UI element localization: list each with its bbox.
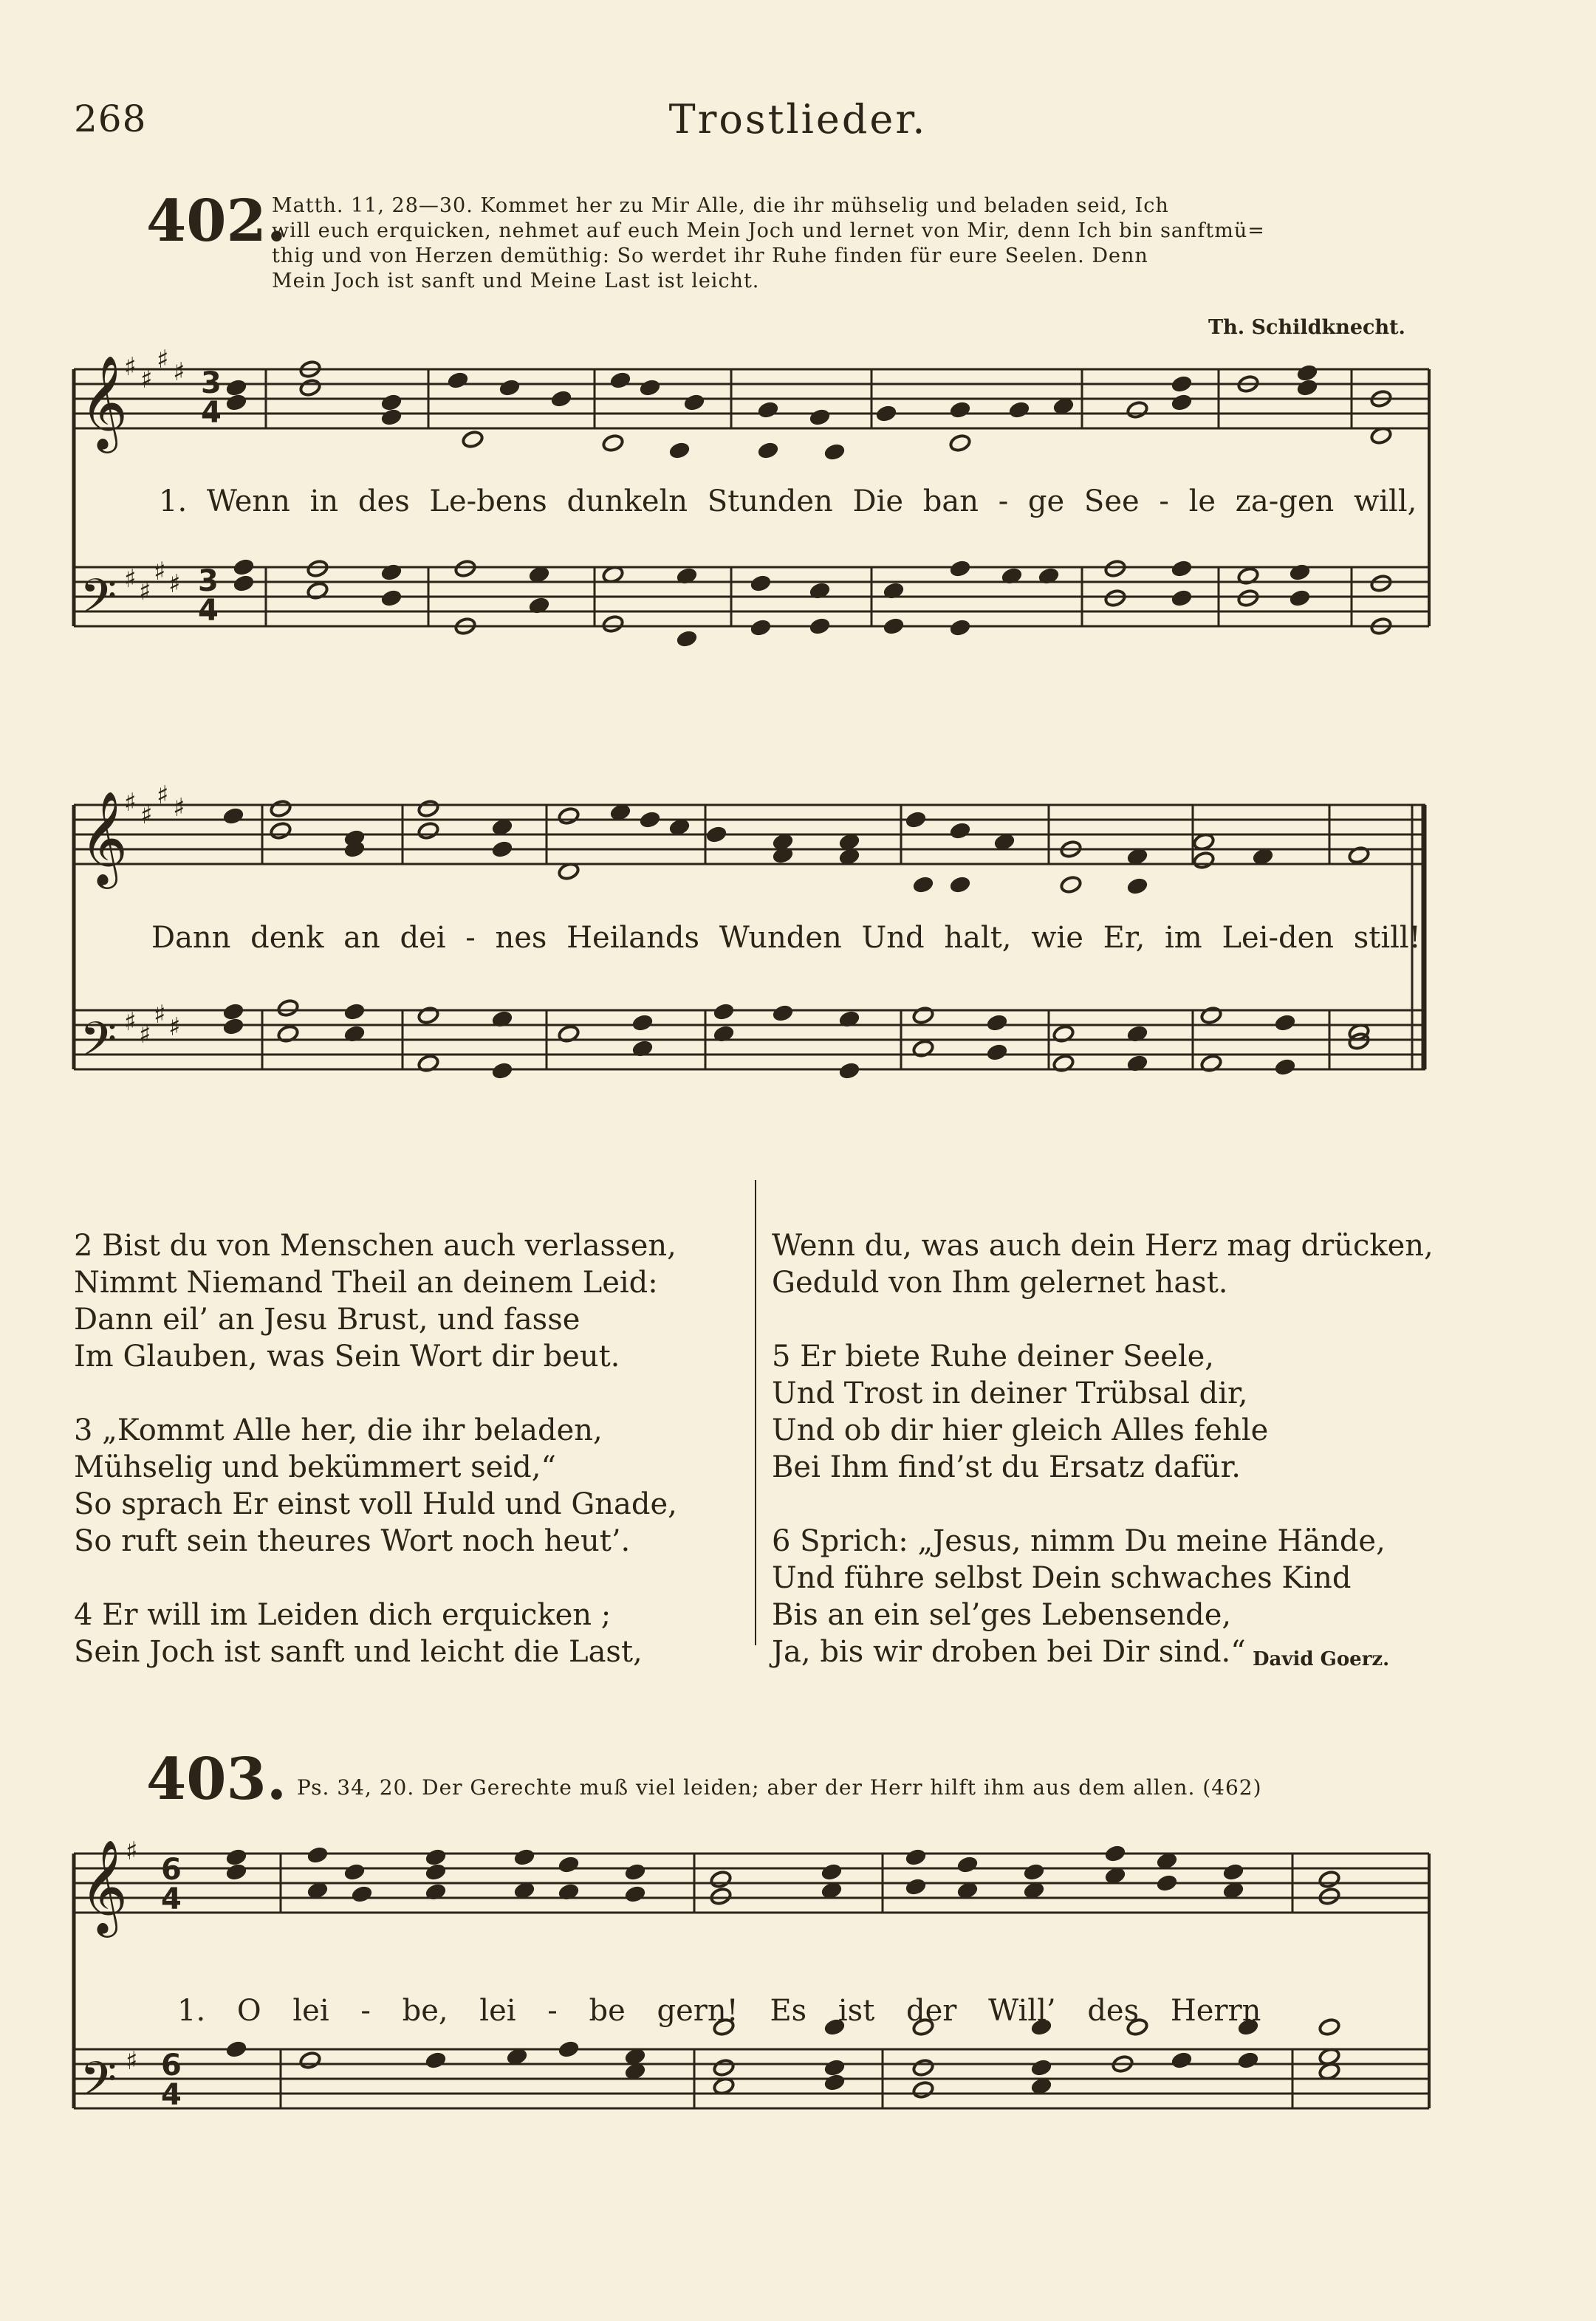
svg-text:♯: ♯	[168, 569, 181, 599]
verse-line: Und ob dir hier gleich Alles fehle	[772, 1413, 1269, 1447]
hymn-402-number: 402.	[146, 188, 287, 255]
quarter-note-head	[905, 1848, 928, 1867]
quarter-note-head	[905, 1877, 928, 1896]
quarter-note-head	[624, 1862, 647, 1882]
quarter-note-head	[809, 617, 832, 636]
quarter-note-head	[750, 574, 773, 593]
verse-line: Bis an ein sel’ges Lebensende,	[772, 1598, 1232, 1632]
quarter-note-head	[949, 400, 972, 419]
verse-author: David Goerz.	[1253, 1648, 1390, 1670]
quarter-note-head	[875, 404, 898, 423]
staff-lines-402-2-treble	[74, 805, 1425, 864]
staff-lines-403-treble	[74, 1854, 1429, 1913]
quarter-note-head	[1289, 589, 1312, 608]
verse-line: Und führe selbst Dein schwaches Kind	[772, 1561, 1352, 1595]
half-note-head	[912, 2080, 935, 2099]
verse-line: 3 „Kommt Alle her, die ihr beladen,	[74, 1413, 603, 1447]
quarter-note-head	[676, 629, 699, 648]
svg-text:♯: ♯	[124, 1007, 137, 1037]
quarter-note-head	[1296, 363, 1319, 383]
svg-text:♯: ♯	[124, 352, 137, 382]
verse-line: 4 Er will im Leiden dich erquicken ;	[74, 1598, 612, 1632]
bass-clef-icon: 𝄢	[80, 2052, 117, 2119]
half-note-head	[417, 821, 440, 840]
time-signature-402-bottom: 4	[201, 396, 222, 430]
quarter-note-head	[809, 408, 832, 427]
quarter-note-head	[1274, 1013, 1297, 1032]
quarter-note-head	[1274, 1057, 1297, 1077]
quarter-note-head	[222, 806, 245, 826]
quarter-note-head	[683, 393, 706, 412]
page-number: 268	[74, 97, 147, 140]
time-signature-402-bass-top: 3	[198, 564, 219, 598]
time-signature-402-bass-bottom: 4	[198, 594, 219, 628]
half-note-head	[1193, 851, 1216, 870]
verse-line: So sprach Er einst voll Huld und Gnade,	[74, 1487, 677, 1521]
quarter-note-head	[222, 1002, 245, 1021]
svg-text:♯: ♯	[154, 1000, 166, 1029]
svg-text:♯: ♯	[157, 781, 169, 810]
time-signature-403-bottom: 4	[161, 1882, 182, 1916]
hymn-403-scripture: Ps. 34, 20. Der Gerechte muß viel leiden; aber der Herr hilft ihm aus dem allen. (462)	[297, 1775, 1262, 1800]
quarter-note-head	[233, 558, 256, 577]
quarter-note-head	[949, 821, 972, 840]
quarter-note-head	[447, 371, 470, 390]
svg-text:♯: ♯	[173, 793, 185, 823]
scripture-line: thig und von Herzen demüthig: So werdet ihr Ruhe finden für eure Seelen. Denn	[272, 244, 1148, 267]
half-note-head	[1318, 1870, 1341, 1889]
half-note-head	[1126, 400, 1149, 419]
quarter-note-head	[609, 371, 632, 390]
hymn-403-number: 403.	[146, 1746, 287, 1813]
quarter-note-head	[558, 1855, 580, 1874]
half-note-head	[1060, 875, 1083, 894]
quarter-note-head	[757, 400, 780, 419]
treble-clef-icon: 𝄞	[80, 790, 129, 885]
verse-line: Bei Ihm find’st du Ersatz dafür.	[772, 1450, 1241, 1484]
verse-line: Mühselig und bekümmert seid,“	[74, 1450, 556, 1484]
bass-clef-icon: 𝄢	[80, 1012, 117, 1079]
key-signature-403-bass: ♯	[126, 2046, 138, 2076]
quarter-note-head	[624, 1885, 647, 1904]
verse-line: Geduld von Ihm gelernet hast.	[772, 1266, 1228, 1300]
key-signature-403-treble: ♯	[126, 1837, 138, 1866]
quarter-note-head	[499, 378, 521, 397]
half-note-head	[710, 1887, 733, 1906]
verse-line: 2 Bist du von Menschen auch verlassen,	[74, 1229, 677, 1263]
half-note-head	[949, 433, 972, 453]
half-note-head	[1104, 589, 1127, 608]
quarter-note-head	[883, 617, 905, 636]
half-note-head	[710, 1870, 733, 1889]
half-note-head	[1200, 1006, 1223, 1025]
half-note-head	[462, 430, 484, 449]
half-note-head	[1318, 2017, 1341, 2037]
quarter-note-head	[772, 1004, 795, 1023]
verse-line: Im Glauben, was Sein Wort dir beut.	[74, 1340, 620, 1374]
svg-text:♯: ♯	[139, 1020, 151, 1049]
quarter-note-head	[639, 378, 662, 397]
quarter-note-head	[1171, 559, 1193, 578]
scripture-line: Matth. 11, 28—30. Kommet her zu Mir Alle, die ihr mühselig und beladen seid, Ich	[272, 194, 1169, 217]
quarter-note-head	[1171, 2051, 1193, 2070]
quarter-note-head	[1126, 877, 1149, 896]
svg-text:♯: ♯	[168, 1012, 181, 1042]
quarter-note-head	[380, 408, 403, 427]
quarter-note-head	[1171, 374, 1193, 394]
staff-lines-402-1-bass	[74, 567, 1429, 626]
quarter-note-head	[222, 1017, 245, 1036]
quarter-note-head	[343, 1002, 366, 1021]
hymn-402-lyric-line-2: Dann denk an dei - nes Heilands Wunden Und halt, wie Er, im Lei-den still!	[151, 921, 1421, 955]
half-note-head	[1237, 589, 1260, 608]
verses-left-column	[74, 1190, 746, 1707]
quarter-note-head	[631, 1013, 654, 1032]
verse-line: Und Trost in deiner Trübsal dir,	[772, 1377, 1248, 1410]
quarter-note-head	[912, 875, 935, 894]
staff-lines-403-bass	[74, 2049, 1429, 2108]
scripture-line: will euch erquicken, nehmet auf euch Mein Joch und lernet von Mir, denn Ich bin sanftmü=	[272, 219, 1265, 242]
half-note-head	[299, 2051, 322, 2070]
half-note-head	[270, 821, 292, 840]
half-note-head	[602, 614, 625, 634]
quarter-note-head	[225, 2040, 248, 2059]
staff-lines-402-2-bass	[74, 1010, 1425, 1069]
verse-line: 5 Er biete Ruhe deiner Seele,	[772, 1340, 1215, 1374]
running-title: Trostlieder.	[668, 96, 928, 143]
quarter-note-head	[1171, 589, 1193, 608]
verse-line: So ruft sein theures Wort noch heut’.	[74, 1524, 631, 1558]
treble-clef-icon: 𝄞	[80, 1839, 129, 1933]
hymn-402-lyric-line-1: 1. Wenn in des Le-bens dunkeln Stunden Die ban - ge See - le za-gen will,	[159, 484, 1417, 518]
half-note-head	[912, 2058, 935, 2077]
half-note-head	[1370, 574, 1393, 593]
quarter-note-head	[425, 2051, 448, 2070]
verse-line: Sein Joch ist sanft und leicht die Last,	[74, 1635, 643, 1669]
quarter-note-head	[425, 1862, 448, 1882]
quarter-note-head	[491, 840, 514, 859]
time-signature-402-top: 3	[201, 366, 222, 400]
quarter-note-head	[233, 574, 256, 593]
quarter-note-head	[986, 1013, 1009, 1032]
quarter-note-head	[550, 389, 573, 408]
half-note-head	[602, 433, 625, 453]
half-note-head	[454, 559, 477, 578]
quarter-note-head	[905, 810, 928, 829]
svg-text:♯: ♯	[124, 564, 137, 594]
quarter-note-head	[1296, 378, 1319, 397]
quarter-note-head	[668, 441, 691, 460]
quarter-note-head	[225, 1848, 248, 1867]
verses-right-column	[772, 1190, 1459, 1707]
quarter-note-head	[1237, 2051, 1260, 2070]
svg-text:♯: ♯	[140, 365, 153, 394]
quarter-note-head	[306, 1845, 329, 1865]
quarter-note-head	[225, 378, 248, 397]
quarter-note-head	[1030, 2058, 1053, 2077]
time-signature-403-bass-bottom: 4	[161, 2078, 182, 2112]
quarter-note-head	[513, 1848, 536, 1867]
half-note-head	[713, 2058, 736, 2077]
svg-text:♯: ♯	[173, 357, 185, 387]
quarter-note-head	[956, 1855, 979, 1874]
quarter-note-head	[838, 1061, 861, 1080]
quarter-note-head	[351, 1885, 374, 1904]
half-note-head	[299, 378, 322, 397]
verse-line: Wenn du, was auch dein Herz mag drücken,	[772, 1229, 1434, 1263]
half-note-head	[417, 799, 440, 818]
hymn-403-lyric-line-1: 1. O lei - be, lei - be gern! Es ist der Will’ des Herrn	[177, 1994, 1261, 2028]
svg-text:♯: ♯	[139, 577, 151, 606]
quarter-note-head	[823, 2058, 846, 2077]
half-note-head	[823, 442, 846, 462]
quarter-note-head	[1104, 1844, 1127, 1863]
half-note-head	[912, 1006, 935, 1025]
quarter-note-head	[1289, 563, 1312, 582]
half-note-head	[306, 559, 329, 578]
bass-clef-icon: 𝄢	[80, 569, 117, 636]
composer-credit: Th. Schildknecht.	[1208, 316, 1405, 339]
quarter-note-head	[1008, 400, 1031, 419]
half-note-head	[558, 806, 580, 826]
half-note-head	[417, 1006, 440, 1025]
column-divider	[755, 1180, 756, 1645]
quarter-note-head	[949, 559, 972, 578]
svg-text:♯: ♯	[140, 800, 153, 830]
svg-text:♯: ♯	[154, 557, 166, 586]
quarter-note-head	[639, 810, 662, 829]
quarter-note-head	[558, 2040, 580, 2059]
quarter-note-head	[380, 563, 403, 582]
half-note-head	[1104, 559, 1127, 578]
quarter-note-head	[1222, 1862, 1245, 1882]
treble-clef-icon: 𝄞	[80, 354, 129, 449]
quarter-note-head	[949, 618, 972, 637]
svg-text:♯: ♯	[124, 788, 137, 817]
quarter-note-head	[225, 1862, 248, 1882]
barlines-403	[281, 1854, 1429, 2108]
half-note-head	[757, 441, 780, 460]
quarter-note-head	[425, 1848, 448, 1867]
quarter-note-head	[1023, 1862, 1046, 1882]
quarter-note-head	[986, 1043, 1009, 1062]
time-signature-403-bass-top: 6	[161, 2049, 182, 2082]
verse-line: Nimmt Niemand Theil an deinem Leid:	[74, 1266, 658, 1300]
quarter-note-head	[1171, 393, 1193, 412]
quarter-note-head	[705, 825, 728, 844]
verse-line: Dann eil’ an Jesu Brust, und fasse	[74, 1303, 580, 1337]
quarter-note-head	[949, 875, 972, 894]
quarter-note-head	[491, 1061, 514, 1080]
half-note-head	[1318, 1887, 1341, 1906]
quarter-note-head	[225, 393, 248, 412]
verse-line: 6 Sprich: „Jesus, nimm Du meine Hände,	[772, 1524, 1386, 1558]
quarter-note-head	[380, 393, 403, 412]
quarter-note-head	[1156, 1873, 1179, 1893]
half-note-head	[277, 998, 300, 1018]
quarter-note-head	[713, 1002, 736, 1021]
svg-text:♯: ♯	[157, 345, 169, 374]
quarter-note-head	[750, 618, 773, 637]
staff-lines-402-1-treble	[74, 369, 1429, 428]
quarter-note-head	[821, 1862, 843, 1882]
scripture-line: Mein Joch ist sanft und Meine Last ist leicht.	[272, 270, 760, 292]
half-note-head	[270, 799, 292, 818]
quarter-note-head	[823, 2073, 846, 2092]
quarter-note-head	[343, 1862, 366, 1882]
quarter-note-head	[380, 589, 403, 608]
verse-line: Ja, bis wir droben bei Dir sind.“	[772, 1635, 1246, 1669]
time-signature-403-top: 6	[161, 1853, 182, 1887]
